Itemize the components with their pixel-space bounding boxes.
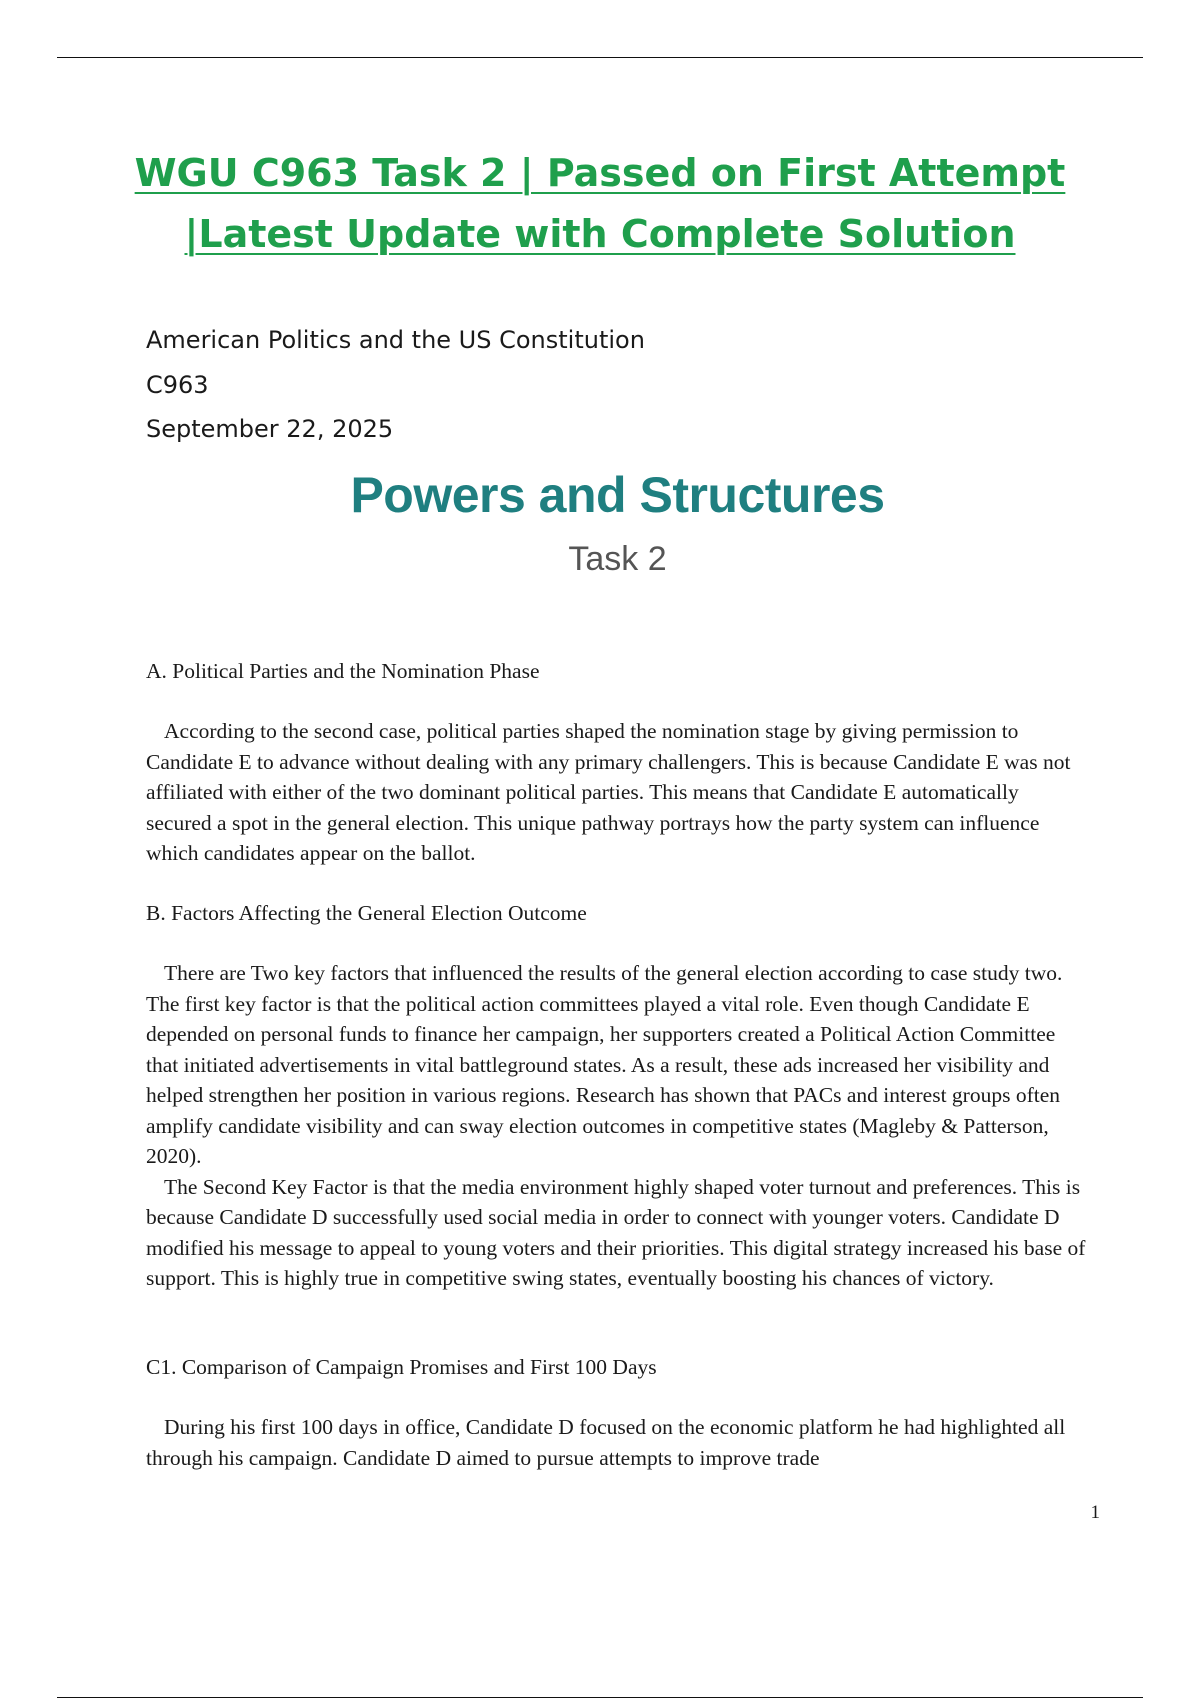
document-meta [146,318,645,452]
title-line-1: WGU C963 Task 2 | Passed on First Attempt [134,151,1066,195]
section-a-heading: A. Political Parties and the Nomination Phase [146,659,540,683]
document-date: September 22, 2025 [146,415,394,443]
section-b-paragraph-2: The Second Key Factor is that the media environment highly shaped voter turnout and preferences. This is because Candidate D successfully used social media in order to connect with younger voters. Candidate D modified his message to appeal to young voters and their priorities. This digital strategy increased his base of support. This is highly true in competitive swing states, eventually boosting his chances of victory. [146,1174,1086,1290]
cover-heading: Powers and Structures [350,467,885,523]
section-a-paragraph: According to the second case, political parties shaped the nomination stage by giving permission to Candidate E to advance without dealing with any primary challengers. This is because Candidate E was not affiliated with either of the two dominant political parties. This means that Candidate E automatically secured a spot in the general election. This unique pathway portrays how the party system can influence which candidates appear on the ballot. [146,719,1071,865]
course-code: C963 [146,370,209,399]
page-number: 1 [1090,1502,1100,1523]
section-a [146,656,1086,687]
title-line-2: |Latest Update with Complete Solution [184,212,1016,256]
section-b-paragraph-1: There are Two key factors that influenced the results of the general election according to case study two. The first key factor is that the political action committees played a vital role. Even though Candidate E depended on personal funds to finance her campaign, her supporters created a Political Action Committee that initiated advertisements in vital battleground states. As a result, these ads increased her visibility and helped strengthen her position in various regions. Research has shown that PACs and interest groups often amplify candidate visibility and can sway election outcomes in competitive states (Magleby & Patterson, 2020). [146,961,1063,1168]
section-b-heading: B. Factors Affecting the General Election Outcome [146,901,587,925]
section-c1-paragraph: During his first 100 days in office, Candidate D focused on the economic platform he had highlighted all through his campaign. Candidate D aimed to pursue attempts to improve trade [146,1415,1066,1470]
section-a-body [146,716,1086,869]
document-title [100,143,1100,265]
section-c1 [146,1352,1086,1383]
section-c1-heading: C1. Comparison of Campaign Promises and First 100 Days [146,1355,657,1379]
section-c1-body [146,1412,1086,1473]
course-name: American Politics and the US Constitution [146,326,645,354]
cover-subheading: Task 2 [568,540,667,578]
bottom-rule [57,1697,1143,1698]
section-b [146,898,1086,929]
section-b-body [146,958,1086,1294]
top-rule [57,57,1143,58]
